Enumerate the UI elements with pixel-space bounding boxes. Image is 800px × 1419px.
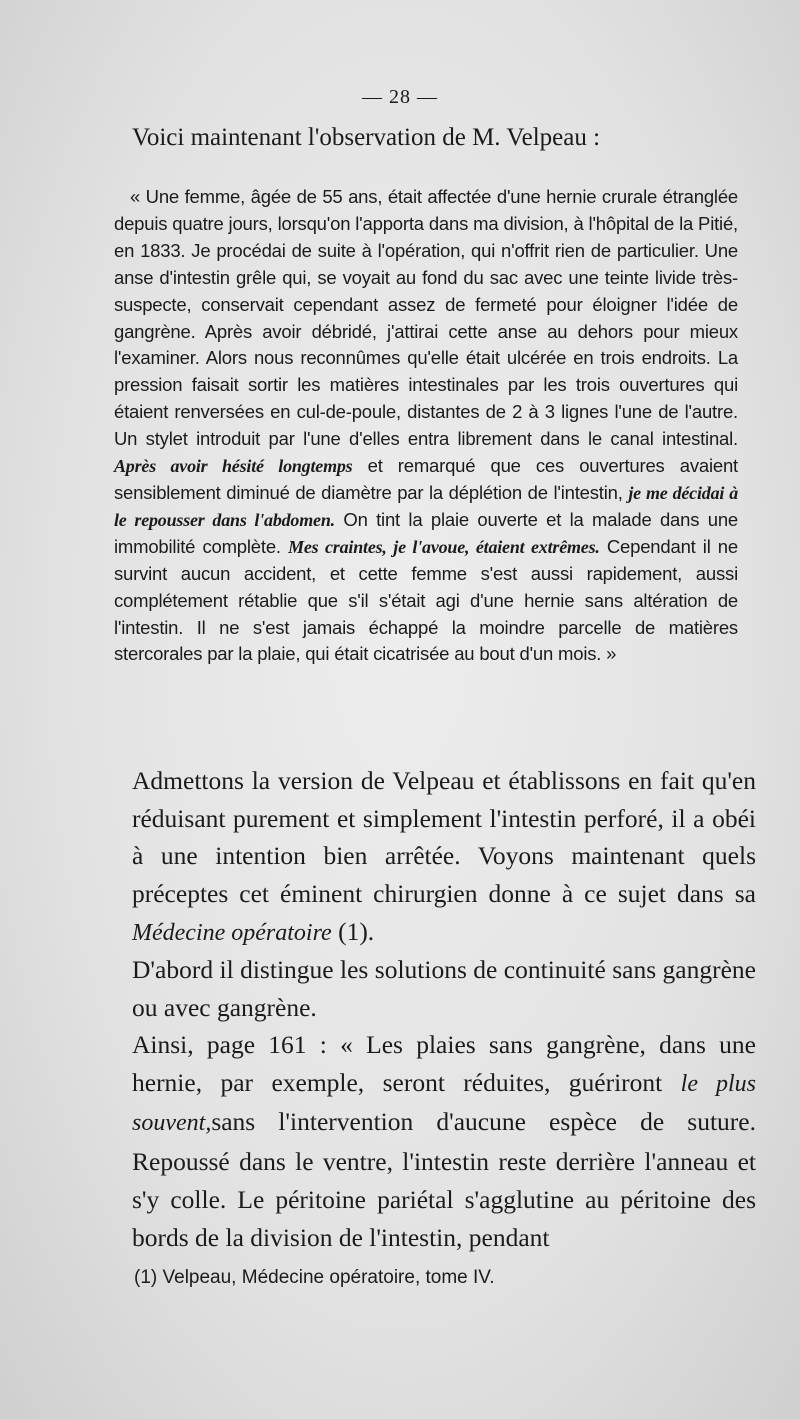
quote-text-4: Cependant il ne survint aucun accident, et cette femme s'est aussi rapidement, aussi complétement rétablie que s'il s'était agi d'une hernie sans altération de l'intestin. Il ne s'est jamais échappé la moindre parcelle de matières stercorales par la plaie, qui était cicatrisée au bout d'un mois. » [114, 535, 738, 665]
quote-emphasis-1: Après avoir hésité longtemps [114, 456, 353, 477]
paragraph-dabord: D'abord il distingue les solutions de continuité sans gangrène ou avec gangrène. [132, 955, 756, 1022]
quote-text-1: « Une femme, âgée de 55 ans, était affectée d'une hernie crurale étranglée depuis quatre jours, lorsqu'on l'apporta dans ma division, à l'hôpital de la Pitié, en 1833. Je procédai de suite à l'opération, qui n'offrit rien de particulier. Une anse d'intestin grêle qui, se voyait au fond du sac avec une teinte livide très-suspecte, conservait cependant assez de fermeté pour éloigner l'idée de gangrène. Après avoir débridé, j'attirai cette anse au dehors pour mieux l'examiner. Alors nous reconnûmes qu'elle était ulcérée en trois endroits. La pression faisait sortir les matières intestinales par les trois ouvertures qui étaient renversées en cul-de-poule, distantes de 2 à 3 lignes l'une de l'autre. Un stylet introduit par l'une d'elles entra librement dans le canal intestinal. [114, 186, 738, 450]
quote-text-3: On tint la plaie ouverte et la malade dans une immobilité complète. [114, 508, 738, 557]
quote-emphasis-3: Mes craintes, je l'avoue, étaient extrêmes. [288, 536, 600, 557]
quote-emphasis-2: je me décidai à le repousser dans l'abdomen. [114, 482, 739, 530]
paragraph-text: Ainsi, page 161 : « Les plaies sans gangrène, dans une hernie, par exemple, seront réduites, guériront [132, 1030, 756, 1097]
paragraph-emphasis: le plus souvent, [132, 1070, 757, 1137]
book-title: Médecine opératoire [132, 919, 332, 946]
paragraph-text: sans l'intervention d'aucune espèce de suture. Repoussé dans le ventre, l'intestin reste derrière l'anneau et s'y colle. Le péritoine pariétal s'agglutine au péritoine des bords de la division de l'intestin, pendant [132, 1107, 756, 1252]
page-number: — 28 — [362, 86, 438, 108]
quote-text-2: et remarqué que ces ouvertures avaient sensiblement diminué de diamètre par la déplétion de l'intestin, [114, 455, 738, 503]
observation-quote [114, 184, 738, 668]
paragraph-admettons [114, 762, 756, 953]
footnote: (1) Velpeau, Médecine opératoire, tome IV. [134, 1267, 495, 1288]
paragraph-text: Admettons la version de Velpeau et établissons en fait qu'en réduisant purement et simplement l'intestin perforé, il a obéi à une intention bien arrêtée. Voyons maintenant quels préceptes cet éminent chirurgien donne à ce sujet dans sa [132, 766, 756, 909]
paragraph-ainsi [114, 1026, 756, 1256]
intro-line: Voici maintenant l'observation de M. Velpeau : [132, 124, 601, 151]
paragraph-text: (1). [331, 916, 375, 946]
